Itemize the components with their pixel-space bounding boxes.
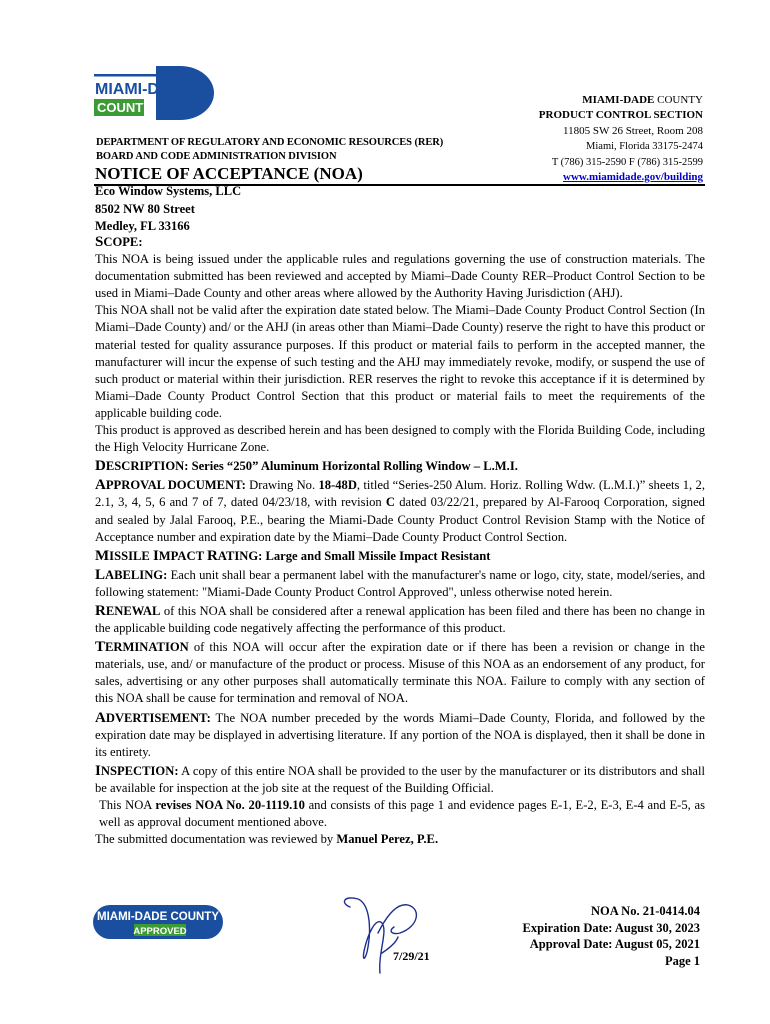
office-street: 11805 SW 26 Street, Room 208 <box>563 124 703 137</box>
description-section: DESCRIPTION: Series “250” Aluminum Horizontal Rolling Window – L.M.I. <box>95 458 518 475</box>
office-phone-fax: T (786) 315-2590 F (786) 315-2599 <box>551 156 703 168</box>
department-name: DEPARTMENT OF REGULATORY AND ECONOMIC RESOURCES (RER) <box>96 137 444 148</box>
scope-paragraph-2: This NOA shall not be valid after the expiration date stated below. The Miami–Dade County Product Control Section (In Miami–Dade County) and/ or the AHJ (in areas other than Miami–Dade County) reserve the right to have this product or material tested for quality assurance purposes. If this product or material fails to perform in the accepted manner, the manufacturer will incur the expense of such testing and the AHJ may immediately revoke, modify, or suspend the use of such product or material within their jurisdiction. RER reserves the right to revoke this acceptance if it is determined by Miami–Dade County Product Control Section that this product or material fails to meet the requirements of the applicable building code. <box>95 303 705 420</box>
page-number: Page 1 <box>664 953 700 968</box>
revision-statement: This NOA revises NOA No. 20-1119.10 and consists of this page 1 and evidence pages E-1, E-2, E-3, E-4 and E-5, as well as approval document mentioned above. <box>99 798 705 830</box>
building-website-link[interactable]: www.miamidade.gov/building <box>563 171 703 184</box>
logo-text-bottom: COUNTY <box>97 100 152 115</box>
inspection-section: INSPECTION: A copy of this entire NOA shall be provided to the user by the manufacturer or its distributors and shall be available for inspection at the job site at the request of the Building Official. <box>95 762 705 795</box>
labeling-section: LABELING: Each unit shall bear a permanent label with the manufacturer's name or logo, city, state, model/series, and following statement: "Miami-Dade County Product Control Approved", unless otherwise noted herein. <box>95 566 705 599</box>
termination-section: TERMINATION of this NOA will occur after the expiration date or if there has been a revision or change in the materials, use, and/ or manufacture of the product or process. Misuse of this NOA as an endorsement of any product, for sales, advertising or any other purposes shall automatically terminate this NOA. Failure to comply with any section of this NOA shall be cause for termination and removal of NOA. <box>95 639 705 706</box>
office-city: Miami, Florida 33175-2474 <box>586 141 703 153</box>
office-name-rest: COUNTY <box>654 94 703 106</box>
scope-heading: SCOPE: <box>95 234 143 250</box>
expiration-date: Expiration Date: August 30, 2023 <box>522 920 700 935</box>
reviewer-statement: The submitted documentation was reviewed by Manuel Perez, P.E. <box>95 832 439 847</box>
division-name: BOARD AND CODE ADMINISTRATION DIVISION <box>96 151 337 162</box>
office-contact-block <box>539 93 703 185</box>
renewal-section: RENEWAL of this NOA shall be considered after a renewal application has been filed and there has been no change in the applicable building code negatively affecting the performance of this product. <box>95 602 705 636</box>
department-block <box>96 136 443 164</box>
scope-paragraph-3: This product is approved as described herein and has been designed to comply with the Florida Building Code, including the High Velocity Hurricane Zone. <box>95 423 705 455</box>
scope-paragraph-1: This NOA is being issued under the applicable rules and regulations governing the use of construction materials. The documentation submitted has been reviewed and accepted by Miami–Dade County RER–Product Control Section to be used in Miami–Dade County and other areas where allowed by the Authority Having Jurisdiction (AHJ). <box>95 252 705 301</box>
office-name-bold: MIAMI-DADE <box>582 94 655 106</box>
signature-date: 7/29/21 <box>393 949 430 963</box>
company-name: Eco Window Systems, LLC <box>95 184 242 198</box>
page-title: NOTICE OF ACCEPTANCE (NOA) <box>95 164 363 183</box>
reviewer-signature <box>338 893 430 983</box>
applicant-address <box>95 183 241 236</box>
noa-number: NOA No. 21-0414.04 <box>590 904 700 918</box>
missile-impact-section: MISSILE IMPACT RATING: Large and Small Missile Impact Resistant <box>95 547 491 564</box>
stamp-county-text: MIAMI-DADE COUNTY <box>96 911 220 923</box>
miami-dade-county-logo <box>94 66 214 120</box>
logo-text-top: MIAMI-DADE <box>95 81 193 98</box>
advertisement-section: ADVERTISEMENT: The NOA number preceded by the words Miami–Dade County, Florida, and followed by the expiration date may be displayed in advertising literature. If any portion of the NOA is displayed, then it shall be done in its entirety. <box>95 709 705 759</box>
street-address: 8502 NW 80 Street <box>95 201 195 216</box>
noa-info-block <box>523 903 700 969</box>
stamp-approved-text: APPROVED <box>133 926 187 937</box>
approval-document-section: APPROVAL DOCUMENT: Drawing No. 18-48D, titled “Series-250 Alum. Horiz. Rolling Wdw. (L.M.I.)” sheets 1, 2, 2.1, 3, 4, 5, 6 and 7 of 7, dated 04/23/18, with revision C dated 03/22/21, prepared by Al-Farooq Corporation, signed and sealed by Jalal Farooq, P.E., bearing the Miami-Dade County Product Control Revision Stamp with the Notice of Acceptance number and expiration date by the Miami–Dade County Product Control Section. <box>95 477 705 544</box>
approved-stamp <box>92 903 224 941</box>
section-name: PRODUCT CONTROL SECTION <box>538 109 703 122</box>
noa-body <box>95 236 705 848</box>
approval-date: Approval Date: August 05, 2021 <box>529 937 700 951</box>
city-state-zip: Medley, FL 33166 <box>95 219 190 233</box>
